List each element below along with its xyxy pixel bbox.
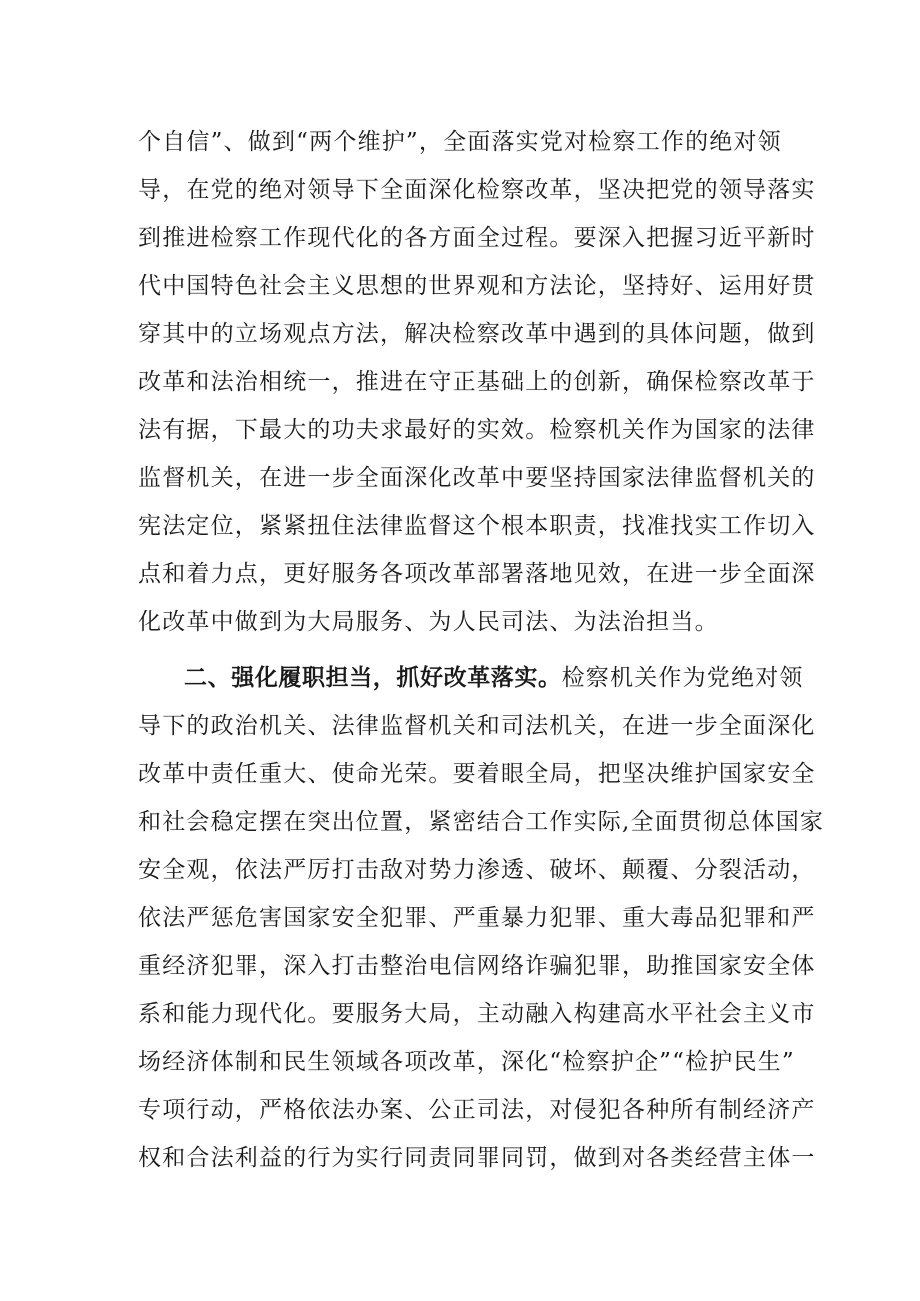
paragraph-line: 系和能力现代化。要服务大局，主动融入构建高水平社会主义市	[138, 1001, 816, 1027]
paragraph-line: 宪法定位，紧紧扭住法律监督这个根本职责，找准找实工作切入	[138, 513, 816, 539]
paragraph-line: 依法严惩危害国家安全犯罪、严重暴力犯罪、重大毒品犯罪和严	[138, 905, 816, 931]
paragraph-line: 个自信”、做到“两个维护”，全面落实党对检察工作的绝对领	[138, 129, 782, 155]
section-heading: 二、强化履职担当，抓好改革落实。	[184, 665, 562, 691]
paragraph-line: 监督机关，在进一步全面深化改革中要坚持国家法律监督机关的	[138, 465, 816, 491]
paragraph-1	[138, 118, 816, 646]
paragraph-first-line	[138, 654, 804, 702]
paragraph-line: 权和合法利益的行为实行同责同罪同罚，做到对各类经营主体一	[138, 1145, 816, 1171]
paragraph-line: 化改革中做到为大局服务、为人民司法、为法治担当。	[138, 609, 719, 635]
paragraph-line: 改革和法治相统一，推进在守正基础上的创新，确保检察改革于	[138, 369, 816, 395]
paragraph-line: 代中国特色社会主义思想的世界观和方法论，坚持好、运用好贯	[138, 273, 816, 299]
paragraph-line: 法有据，下最大的功夫求最好的实效。检察机关作为国家的法律	[138, 417, 816, 443]
paragraph-line: 到推进检察工作现代化的各方面全过程。要深入把握习近平新时	[138, 225, 816, 251]
paragraph-2	[138, 654, 825, 1182]
paragraph-line: 专项行动，严格依法办案、公正司法，对侵犯各种所有制经济产	[138, 1097, 816, 1123]
paragraph-line: 重经济犯罪，深入打击整治电信网络诈骗犯罪，助推国家安全体	[138, 953, 816, 979]
paragraph-line-continuation: 检察机关作为党绝对领	[561, 665, 804, 691]
paragraph-line: 点和着力点，更好服务各项改革部署落地见效，在进一步全面深	[138, 561, 816, 587]
paragraph-line: 导下的政治机关、法律监督机关和司法机关，在进一步全面深化	[138, 713, 816, 739]
paragraph-line: 穿其中的立场观点方法，解决检察改革中遇到的具体问题，做到	[138, 321, 816, 347]
paragraph-line: 场经济体制和民生领域各项改革，深化“检察护企”“检护民生”	[138, 1049, 795, 1075]
paragraph-line: 改革中责任重大、使命光荣。要着眼全局，把坚决维护国家安全	[138, 761, 816, 787]
paragraph-line: 安全观，依法严厉打击敌对势力渗透、破坏、颠覆、分裂活动，	[138, 857, 816, 883]
paragraph-line: 导，在党的绝对领导下全面深化检察改革，坚决把党的领导落实	[138, 177, 816, 203]
document-body	[138, 118, 825, 1182]
paragraph-line: 和社会稳定摆在突出位置，紧密结合工作实际,全面贯彻总体国家	[138, 809, 825, 835]
